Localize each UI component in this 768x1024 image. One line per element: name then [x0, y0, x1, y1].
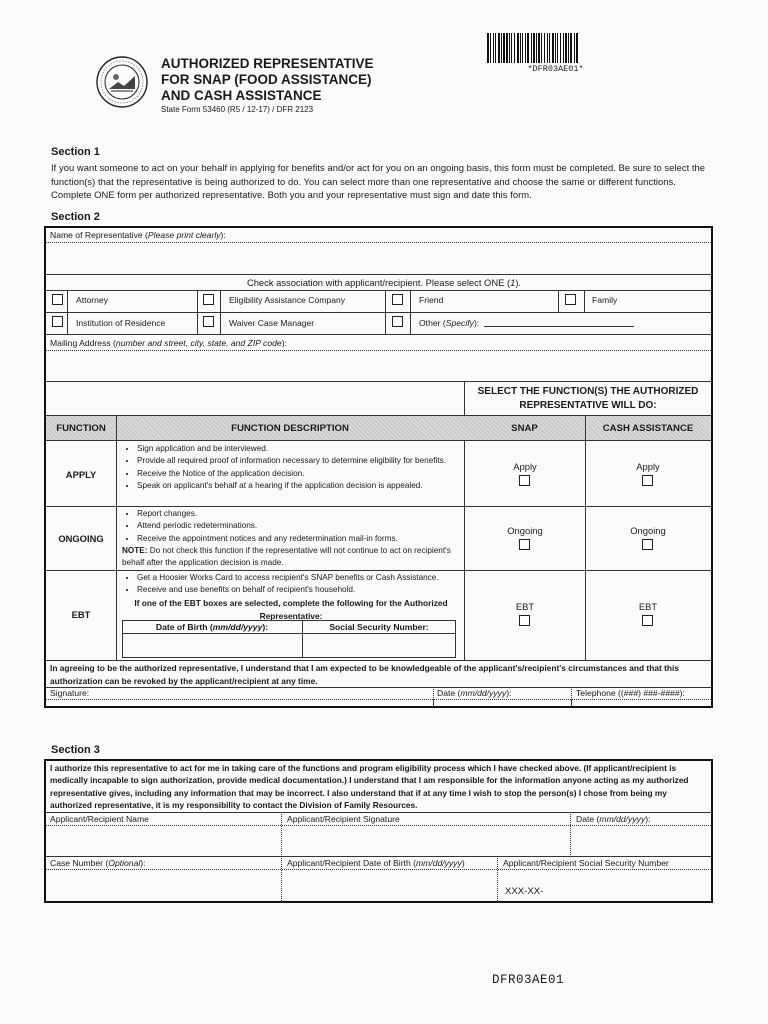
- friend-label: Friend: [419, 295, 444, 305]
- applicant-signature-input[interactable]: [283, 827, 568, 855]
- date-label: Date (mm/dd/yyyy):: [437, 688, 512, 698]
- title-line-2: FOR SNAP (FOOD ASSISTANCE): [161, 72, 372, 87]
- divider: [67, 290, 68, 334]
- applicant-date-input[interactable]: [572, 827, 709, 855]
- case-number-input[interactable]: [48, 871, 279, 900]
- divider: [197, 290, 198, 334]
- divider: [46, 506, 711, 507]
- divider: [46, 274, 711, 275]
- applicant-name-label: Applicant/Recipient Name: [50, 814, 149, 824]
- other-checkbox[interactable]: [392, 316, 403, 327]
- divider: [46, 812, 711, 813]
- other-label: Other (Specify):: [419, 318, 480, 328]
- agreement-text: In agreeing to be the authorized representative, I understand that I am expected to be knowledgeable of the applicant's/recipient's circumstances and that this authorization can be revoked by the applicant/recipient at any time.: [50, 663, 679, 686]
- divider: [46, 825, 711, 826]
- family-label: Family: [592, 295, 618, 305]
- snap-apply-checkbox[interactable]: [519, 475, 530, 486]
- divider: [220, 290, 221, 334]
- ebt-description-list: [118, 572, 462, 597]
- section-1-text: If you want someone to act on your behalf in applying for benefits and/or act for you on an ongoing basis, this form must be completed. Be sure to select the function(s) that the representative is being authorized to do. You can select more than one representative and choose the same or different functions. Complete ONE form per authorized representative. Both you and your representative must sign and date this form.: [51, 162, 706, 201]
- divider: [585, 416, 586, 660]
- representative-name-input[interactable]: [48, 244, 709, 272]
- divider: [46, 334, 711, 335]
- apply-item: • Speak on applicant's behalf at a hearing if the application decision is appealed.: [137, 480, 462, 492]
- divider: [558, 290, 559, 312]
- ebt-dob-input[interactable]: [124, 635, 300, 657]
- institution-label: Institution of Residence: [76, 318, 166, 328]
- divider: [46, 440, 711, 441]
- divider: [46, 242, 711, 243]
- ongoing-description-list: [118, 508, 462, 545]
- apply-item: • Provide all required proof of information necessary to determine eligibility for benefits.: [137, 455, 462, 467]
- section-2-heading: Section 2: [51, 211, 100, 223]
- family-checkbox[interactable]: [565, 294, 576, 305]
- snap-ongoing-label: Ongoing: [507, 525, 543, 536]
- divider: [46, 570, 711, 571]
- case-number-label: Case Number (Optional):: [50, 858, 146, 868]
- apply-item: • Sign application and be interviewed.: [137, 443, 462, 455]
- signature-input[interactable]: [48, 700, 431, 706]
- applicant-ssn-label: Applicant/Recipient Social Security Number: [503, 858, 669, 868]
- apply-description-list: [118, 443, 462, 493]
- snap-ebt-label: EBT: [515, 601, 535, 612]
- divider: [281, 812, 282, 857]
- cash-ebt-label: EBT: [638, 601, 658, 612]
- divider: [46, 381, 711, 382]
- divider: [116, 416, 117, 660]
- applicant-ssn-input[interactable]: [540, 871, 709, 900]
- title-line-1: AUTHORIZED REPRESENTATIVE: [161, 56, 374, 71]
- divider: [46, 312, 711, 313]
- divider: [46, 290, 711, 291]
- eligibility-company-checkbox[interactable]: [203, 294, 214, 305]
- telephone-input[interactable]: [573, 700, 709, 706]
- barcode-icon: [487, 33, 624, 63]
- cash-apply-checkbox[interactable]: [642, 475, 653, 486]
- snap-apply-label: Apply: [513, 461, 537, 472]
- applicant-dob-label: Applicant/Recipient Date of Birth (mm/dd/yyyy): [287, 858, 465, 868]
- attorney-label: Attorney: [76, 295, 109, 305]
- divider: [46, 350, 711, 351]
- mailing-address-input[interactable]: [48, 352, 709, 380]
- ebt-instruction: If one of the EBT boxes are selected, complete the following for the Authorized Representative:: [134, 598, 448, 621]
- column-cash-assistance: CASH ASSISTANCE: [602, 423, 694, 434]
- section-3-heading: Section 3: [51, 744, 100, 756]
- select-functions-heading: SELECT THE FUNCTION(S) THE AUTHORIZED REPRESENTATIVE WILL DO:: [477, 386, 699, 411]
- function-ebt: EBT: [71, 609, 91, 620]
- ongoing-item: • Attend periodic redeterminations.: [137, 520, 462, 532]
- ebt-ssn-input[interactable]: [304, 635, 454, 657]
- ebt-ssn-label: Social Security Number:: [329, 622, 429, 632]
- waiver-manager-label: Waiver Case Manager: [229, 318, 315, 328]
- state-seal-icon: [96, 56, 148, 108]
- divider: [281, 856, 282, 901]
- column-function: FUNCTION: [56, 423, 106, 434]
- representative-name-label: Name of Representative (Please print clearly):: [50, 230, 226, 240]
- cash-ebt-checkbox[interactable]: [642, 615, 653, 626]
- applicant-date-label: Date (mm/dd/yyyy):: [576, 814, 651, 824]
- divider: [570, 812, 571, 857]
- divider: [46, 856, 711, 857]
- cash-ongoing-label: Ongoing: [630, 525, 666, 536]
- apply-item: • Receive the Notice of the application decision.: [137, 468, 462, 480]
- divider: [433, 699, 434, 707]
- attorney-checkbox[interactable]: [52, 294, 63, 305]
- ebt-item: • Receive and use benefits on behalf of recipient's household.: [137, 584, 462, 596]
- signature-label: Signature:: [50, 688, 90, 698]
- divider: [571, 699, 572, 707]
- divider: [122, 633, 456, 634]
- eligibility-company-label: Eligibility Assistance Company: [229, 295, 346, 305]
- association-prompt: Check association with applicant/recipient. Please select ONE (1).: [246, 277, 522, 288]
- ebt-dob-label: Date of Birth (mm/dd/yyyy):: [155, 622, 269, 632]
- column-function-description: FUNCTION DESCRIPTION: [231, 423, 349, 434]
- applicant-name-input[interactable]: [48, 827, 279, 855]
- cash-apply-label: Apply: [636, 461, 660, 472]
- divider: [410, 290, 411, 334]
- section-1-heading: Section 1: [51, 146, 100, 158]
- barcode-text: *DFR03AE01*: [527, 64, 584, 74]
- divider: [46, 660, 711, 661]
- function-apply: APPLY: [65, 469, 97, 480]
- waiver-manager-checkbox[interactable]: [203, 316, 214, 327]
- function-ongoing: ONGOING: [58, 533, 104, 544]
- form-title: [161, 56, 374, 104]
- divider: [497, 856, 498, 901]
- mailing-address-label: Mailing Address (number and street, city, state, and ZIP code):: [50, 338, 287, 348]
- divider: [46, 869, 711, 870]
- divider: [464, 440, 465, 660]
- friend-checkbox[interactable]: [392, 294, 403, 305]
- date-input[interactable]: [435, 700, 569, 706]
- ongoing-item: • Receive the appointment notices and any redetermination mail-in forms.: [137, 533, 462, 545]
- institution-checkbox[interactable]: [52, 316, 63, 327]
- other-specify-input[interactable]: [484, 326, 634, 327]
- divider: [584, 290, 585, 312]
- ebt-item: • Get a Hoosier Works Card to access recipient's SNAP benefits or Cash Assistance.: [137, 572, 462, 584]
- form-number: State Form 53460 (R5 / 12-17) / DFR 2123: [161, 105, 314, 114]
- footer-form-code: DFR03AE01: [492, 973, 565, 987]
- snap-ebt-checkbox[interactable]: [519, 615, 530, 626]
- applicant-dob-input[interactable]: [283, 871, 495, 900]
- ongoing-item: • Report changes.: [137, 508, 462, 520]
- ongoing-note: NOTE: Do not check this function if the representative will not continue to act on recipient's behalf after the application decision is made.: [122, 546, 451, 568]
- column-snap: SNAP: [511, 423, 538, 434]
- applicant-signature-label: Applicant/Recipient Signature: [287, 814, 400, 824]
- section-3-statement: I authorize this representative to act for me in taking care of the functions and program eligibility process which I have checked above. (If applicant/recipient is medically incapable to sign authorization, provide medical documentation.) I understand that I am responsible for the information anyone acting as my authorized representative gives, including any information that may be incorrect. I also understand that if at any time I wish to stop the person(s) I chose from being my authorized representative, it is my responsibility to contact the Division of Family Resources.: [50, 763, 689, 811]
- ssn-prefix: XXX-XX-: [505, 886, 544, 897]
- cash-ongoing-checkbox[interactable]: [642, 539, 653, 550]
- title-line-3: AND CASH ASSISTANCE: [161, 88, 322, 103]
- snap-ongoing-checkbox[interactable]: [519, 539, 530, 550]
- divider: [385, 290, 386, 334]
- telephone-label: Telephone ((###) ###-####):: [576, 688, 685, 698]
